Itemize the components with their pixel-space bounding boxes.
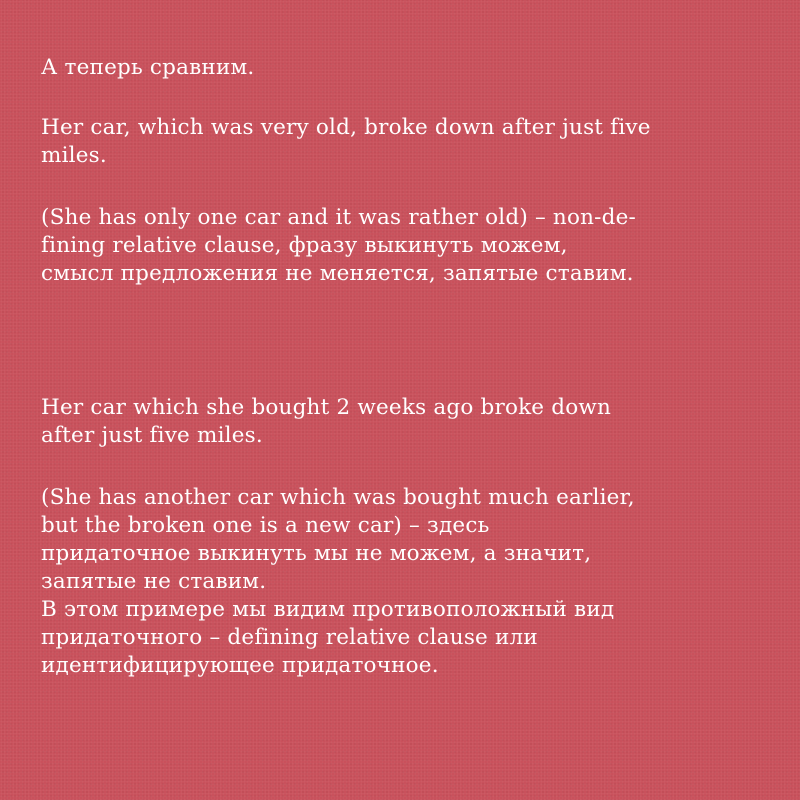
example-sentence-2 <box>41 394 761 450</box>
text-line: запятые не ставим. <box>41 569 267 594</box>
text-line: miles. <box>41 143 107 168</box>
text-line: А теперь сравним. <box>41 55 255 80</box>
text-line: (She has only one car and it was rather old) – non-de- <box>41 205 636 230</box>
text-line: but the broken one is a new car) – здесь <box>41 513 490 538</box>
text-line: идентифицирующее придаточное. <box>41 653 439 678</box>
example-sentence-1 <box>41 114 761 170</box>
text-line: Her car, which was very old, broke down after just five <box>41 115 651 140</box>
text-line: after just five miles. <box>41 423 263 448</box>
text-line: придаточное выкинуть мы не можем, а значит, <box>41 541 592 566</box>
text-line: смысл предложения не меняется, запятые ставим. <box>41 261 634 286</box>
text-line: придаточного – defining relative clause или <box>41 625 538 650</box>
explanation-2 <box>41 484 761 680</box>
text-line: fining relative clause, фразу выкинуть можем, <box>41 233 568 258</box>
intro-heading <box>41 54 761 82</box>
text-line: Her car which she bought 2 weeks ago broke down <box>41 395 612 420</box>
text-line: В этом примере мы видим противоположный вид <box>41 597 615 622</box>
explanation-1 <box>41 204 761 288</box>
text-line: (She has another car which was bought much earlier, <box>41 485 635 510</box>
